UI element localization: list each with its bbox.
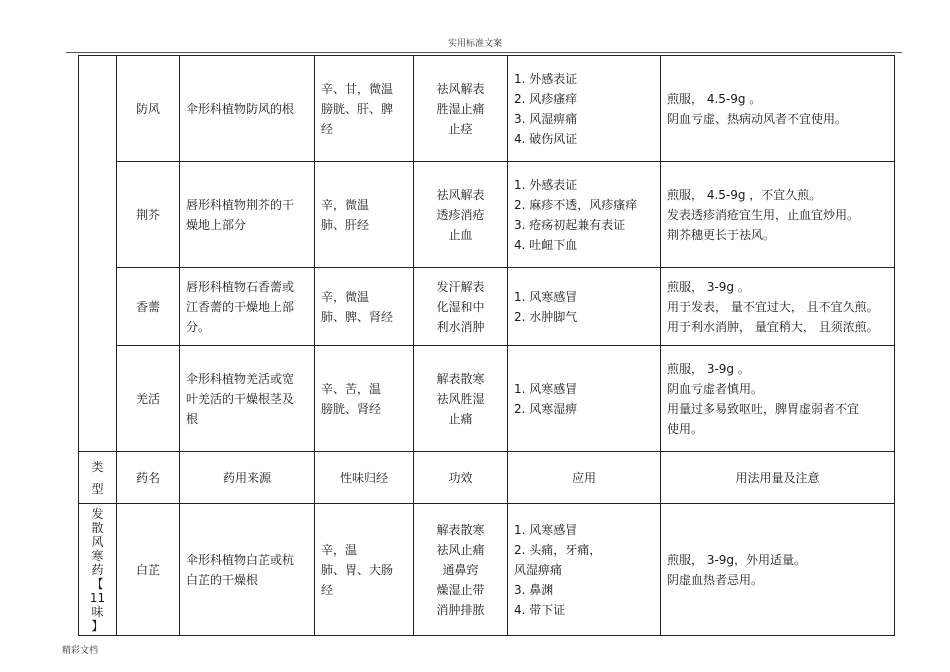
herb-nature: 辛，微温 肺、脾、肾经	[315, 268, 414, 346]
herb-nature: 辛，温 肺、胃、大肠 经	[315, 504, 414, 636]
herb-usage: 煎服， 4.5-9g 。 阴血亏虚、热病动风者不宜使用。	[661, 56, 895, 162]
herb-table	[78, 55, 895, 636]
header-effect: 功效	[414, 452, 508, 504]
herb-effect: 祛风解表 透疹消疮 止血	[414, 162, 508, 268]
table-row	[79, 504, 895, 636]
header-divider	[66, 52, 902, 53]
table-row	[79, 346, 895, 452]
table-row	[79, 162, 895, 268]
herb-effect: 解表散寒 祛风胜湿 止痛	[414, 346, 508, 452]
herb-effect: 解表散寒 祛风止痛 通鼻窍 燥湿止带 消肿排脓	[414, 504, 508, 636]
herb-application: 1. 外感表证 2. 风疹瘙痒 3. 风湿痹痛 4. 破伤风证	[508, 56, 661, 162]
herb-source: 伞形科植物羌活或宽 叶羌活的干燥根茎及 根	[180, 346, 315, 452]
herb-name: 羌活	[117, 346, 180, 452]
herb-name: 荆芥	[117, 162, 180, 268]
herb-nature: 辛、甘，微温 膀胱、肝、脾 经	[315, 56, 414, 162]
herb-source: 唇形科植物荆芥的干 燥地上部分	[180, 162, 315, 268]
herb-application: 1. 风寒感冒 2. 水肿脚气	[508, 268, 661, 346]
type-cell-continued	[79, 56, 117, 452]
herb-usage: 煎服， 3-9g，外用适量。 阴虚血热者忌用。	[661, 504, 895, 636]
table-row	[79, 56, 895, 162]
header-name: 药名	[117, 452, 180, 504]
herb-nature: 辛、苦，温 膀胱、肾经	[315, 346, 414, 452]
herb-effect: 祛风解表 胜湿止痛 止痉	[414, 56, 508, 162]
herb-application: 1. 风寒感冒 2. 头痛，牙痛， 风湿痹痛 3. 鼻渊 4. 带下证	[508, 504, 661, 636]
herb-name: 香薷	[117, 268, 180, 346]
header-usage: 用法用量及注意	[661, 452, 895, 504]
herb-nature: 辛，微温 肺、肝经	[315, 162, 414, 268]
herb-source: 唇形科植物石香薷或 江香薷的干燥地上部 分。	[180, 268, 315, 346]
herb-application: 1. 外感表证 2. 麻疹不透，风疹瘙痒 3. 疮疡初起兼有表证 4. 吐衄下血	[508, 162, 661, 268]
herb-usage: 煎服， 3-9g 。 用于发表， 量不宜过大， 且不宜久煎。 用于利水消肿， 量宜稍大， 且须浓煎。	[661, 268, 895, 346]
type-label: 发 散 风 寒 药 【 11 味 】	[79, 504, 117, 636]
herb-usage: 煎服， 4.5-9g ，不宜久煎。 发表透疹消疮宜生用，止血宜炒用。 荆芥穗更长于祛风。	[661, 162, 895, 268]
herb-name: 白芷	[117, 504, 180, 636]
header-application: 应用	[508, 452, 661, 504]
herb-application: 1. 风寒感冒 2. 风寒湿痹	[508, 346, 661, 452]
table-header-row	[79, 452, 895, 504]
table-row	[79, 268, 895, 346]
header-nature: 性味归经	[315, 452, 414, 504]
page-header: 实用标准文案	[447, 39, 502, 49]
page-footer: 精彩文档	[62, 646, 99, 656]
herb-source: 伞形科植物白芷或杭 白芷的干燥根	[180, 504, 315, 636]
herb-name: 防风	[117, 56, 180, 162]
herb-effect: 发汗解表 化湿和中 利水消肿	[414, 268, 508, 346]
herb-usage: 煎服， 3-9g 。 阴血亏虚者慎用。 用量过多易致呕吐，脾胃虚弱者不宜 使用。	[661, 346, 895, 452]
header-source: 药用来源	[180, 452, 315, 504]
header-type: 类 型	[79, 452, 117, 504]
herb-source: 伞形科植物防风的根	[180, 56, 315, 162]
